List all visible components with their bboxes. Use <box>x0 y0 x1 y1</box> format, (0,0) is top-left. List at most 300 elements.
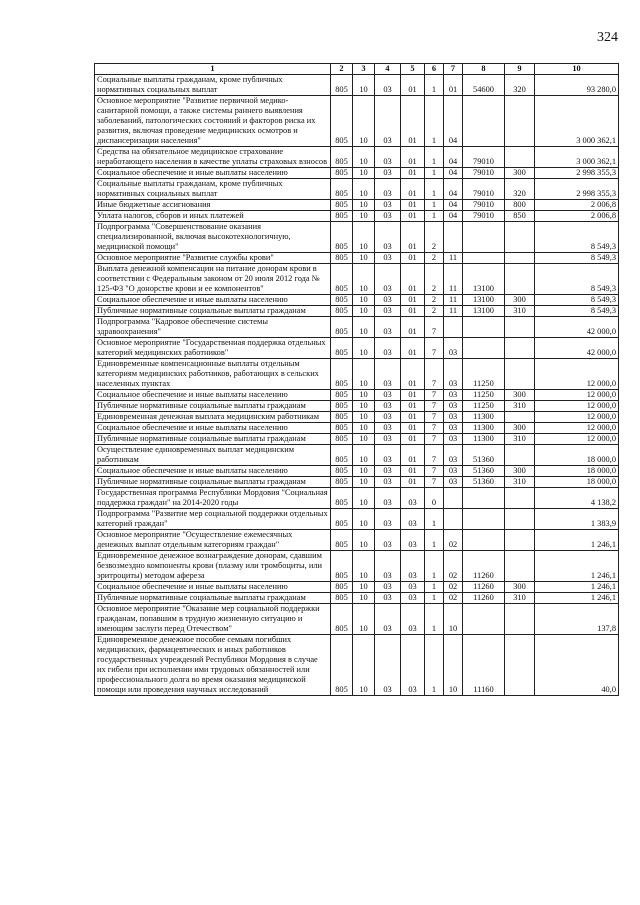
code-program-cell: 03 <box>401 604 425 635</box>
code-event-cell: 04 <box>444 211 463 222</box>
code-event-cell: 03 <box>444 390 463 401</box>
code-direction-cell: 11250 <box>463 401 505 412</box>
row-name-cell: Подпрограмма "Кадровое обеспечение системы здравоохранения" <box>95 317 331 338</box>
code-direction-cell <box>463 253 505 264</box>
column-header: 10 <box>535 64 619 75</box>
code-ministry-cell: 805 <box>331 466 353 477</box>
code-section-cell: 10 <box>353 253 375 264</box>
column-header: 2 <box>331 64 353 75</box>
code-expense-type-cell <box>505 530 535 551</box>
code-section-cell: 10 <box>353 317 375 338</box>
code-section-cell: 10 <box>353 551 375 582</box>
code-direction-cell: 11260 <box>463 551 505 582</box>
code-section-cell: 10 <box>353 412 375 423</box>
code-section-cell: 10 <box>353 635 375 696</box>
column-header: 4 <box>375 64 401 75</box>
row-name-cell: Публичные нормативные социальные выплаты гражданам <box>95 306 331 317</box>
code-section-cell: 10 <box>353 445 375 466</box>
table-row <box>95 551 619 582</box>
code-subsection-cell: 03 <box>375 317 401 338</box>
amount-cell: 2 006,8 <box>535 200 619 211</box>
row-name-cell: Подпрограмма "Развитие мер социальной поддержки отдельных категорий граждан" <box>95 509 331 530</box>
code-subprogram-cell: 7 <box>425 423 444 434</box>
table-row <box>95 211 619 222</box>
code-ministry-cell: 805 <box>331 96 353 147</box>
row-name-cell: Социальное обеспечение и иные выплаты населению <box>95 168 331 179</box>
row-name-cell: Публичные нормативные социальные выплаты гражданам <box>95 401 331 412</box>
table-row <box>95 530 619 551</box>
code-subsection-cell: 03 <box>375 75 401 96</box>
code-program-cell: 01 <box>401 295 425 306</box>
code-subprogram-cell: 1 <box>425 211 444 222</box>
code-event-cell: 03 <box>444 412 463 423</box>
code-direction-cell: 11260 <box>463 582 505 593</box>
column-header: 5 <box>401 64 425 75</box>
code-expense-type-cell <box>505 253 535 264</box>
code-section-cell: 10 <box>353 530 375 551</box>
code-direction-cell: 11160 <box>463 635 505 696</box>
code-event-cell: 03 <box>444 401 463 412</box>
table-row <box>95 635 619 696</box>
code-ministry-cell: 805 <box>331 211 353 222</box>
code-ministry-cell: 805 <box>331 338 353 359</box>
code-subprogram-cell: 1 <box>425 96 444 147</box>
code-subprogram-cell: 2 <box>425 295 444 306</box>
code-ministry-cell: 805 <box>331 306 353 317</box>
amount-cell: 12 000,0 <box>535 412 619 423</box>
column-header: 9 <box>505 64 535 75</box>
row-name-cell: Средства на обязательное медицинское страхование неработающего населения в качестве уплаты страховых взносов <box>95 147 331 168</box>
code-program-cell: 01 <box>401 75 425 96</box>
code-program-cell: 01 <box>401 390 425 401</box>
code-event-cell: 10 <box>444 604 463 635</box>
table-row <box>95 295 619 306</box>
code-direction-cell: 51360 <box>463 445 505 466</box>
code-section-cell: 10 <box>353 75 375 96</box>
code-event-cell: 03 <box>444 434 463 445</box>
code-subsection-cell: 03 <box>375 477 401 488</box>
row-name-cell: Социальное обеспечение и иные выплаты населению <box>95 582 331 593</box>
code-expense-type-cell <box>505 96 535 147</box>
code-ministry-cell: 805 <box>331 593 353 604</box>
code-expense-type-cell: 300 <box>505 582 535 593</box>
code-event-cell: 04 <box>444 96 463 147</box>
code-event-cell: 11 <box>444 295 463 306</box>
code-ministry-cell: 805 <box>331 200 353 211</box>
code-direction-cell: 11300 <box>463 434 505 445</box>
amount-cell: 93 280,0 <box>535 75 619 96</box>
code-section-cell: 10 <box>353 477 375 488</box>
amount-cell: 8 549,3 <box>535 222 619 253</box>
code-subsection-cell: 03 <box>375 390 401 401</box>
code-ministry-cell: 805 <box>331 179 353 200</box>
code-subprogram-cell: 1 <box>425 75 444 96</box>
code-ministry-cell: 805 <box>331 530 353 551</box>
code-subsection-cell: 03 <box>375 551 401 582</box>
code-direction-cell: 11300 <box>463 423 505 434</box>
code-program-cell: 01 <box>401 445 425 466</box>
code-ministry-cell: 805 <box>331 264 353 295</box>
code-subsection-cell: 03 <box>375 412 401 423</box>
column-header: 8 <box>463 64 505 75</box>
row-name-cell: Социальное обеспечение и иные выплаты населению <box>95 466 331 477</box>
row-name-cell: Основное мероприятие "Развитие службы крови" <box>95 253 331 264</box>
table-row <box>95 477 619 488</box>
code-subprogram-cell: 2 <box>425 264 444 295</box>
code-expense-type-cell <box>505 317 535 338</box>
code-direction-cell: 79010 <box>463 200 505 211</box>
code-subprogram-cell: 2 <box>425 222 444 253</box>
code-expense-type-cell <box>505 488 535 509</box>
amount-cell: 12 000,0 <box>535 401 619 412</box>
table-row <box>95 222 619 253</box>
code-program-cell: 03 <box>401 593 425 604</box>
code-event-cell: 10 <box>444 635 463 696</box>
code-expense-type-cell: 850 <box>505 211 535 222</box>
code-event-cell: 11 <box>444 264 463 295</box>
code-subprogram-cell: 1 <box>425 551 444 582</box>
code-section-cell: 10 <box>353 200 375 211</box>
code-expense-type-cell <box>505 338 535 359</box>
code-subprogram-cell: 7 <box>425 434 444 445</box>
code-expense-type-cell <box>505 445 535 466</box>
code-expense-type-cell: 300 <box>505 423 535 434</box>
table-header-row <box>95 64 619 75</box>
code-ministry-cell: 805 <box>331 604 353 635</box>
code-expense-type-cell <box>505 147 535 168</box>
code-program-cell: 01 <box>401 306 425 317</box>
code-section-cell: 10 <box>353 401 375 412</box>
row-name-cell: Государственная программа Республики Мордовия "Социальная поддержка граждан" на 2014-2020 годы <box>95 488 331 509</box>
code-subsection-cell: 03 <box>375 179 401 200</box>
code-ministry-cell: 805 <box>331 253 353 264</box>
table-row <box>95 412 619 423</box>
row-name-cell: Основное мероприятие "Оказание мер социальной поддержки гражданам, попавшим в трудную жизненную ситуацию и имеющим заслуги перед Отечеством" <box>95 604 331 635</box>
code-program-cell: 03 <box>401 509 425 530</box>
table-row <box>95 306 619 317</box>
code-program-cell: 03 <box>401 582 425 593</box>
code-subsection-cell: 03 <box>375 635 401 696</box>
code-program-cell: 01 <box>401 211 425 222</box>
code-subsection-cell: 03 <box>375 582 401 593</box>
amount-cell: 3 000 362,1 <box>535 147 619 168</box>
code-section-cell: 10 <box>353 264 375 295</box>
code-section-cell: 10 <box>353 168 375 179</box>
code-direction-cell <box>463 222 505 253</box>
table-row <box>95 359 619 390</box>
amount-cell: 12 000,0 <box>535 434 619 445</box>
amount-cell: 2 998 355,3 <box>535 179 619 200</box>
column-header: 1 <box>95 64 331 75</box>
code-ministry-cell: 805 <box>331 75 353 96</box>
code-subsection-cell: 03 <box>375 168 401 179</box>
code-expense-type-cell: 310 <box>505 434 535 445</box>
table-row <box>95 509 619 530</box>
row-name-cell: Основное мероприятие "Осуществление ежемесячных денежных выплат отдельным категориям граждан" <box>95 530 331 551</box>
code-direction-cell <box>463 338 505 359</box>
code-expense-type-cell: 300 <box>505 168 535 179</box>
table-row <box>95 401 619 412</box>
code-section-cell: 10 <box>353 211 375 222</box>
code-event-cell: 03 <box>444 423 463 434</box>
code-section-cell: 10 <box>353 306 375 317</box>
code-subsection-cell: 03 <box>375 147 401 168</box>
code-ministry-cell: 805 <box>331 168 353 179</box>
code-program-cell: 01 <box>401 434 425 445</box>
code-expense-type-cell <box>505 359 535 390</box>
code-section-cell: 10 <box>353 147 375 168</box>
code-subsection-cell: 03 <box>375 96 401 147</box>
row-name-cell: Единовременные компенсационные выплаты отдельным категориям медицинских работников, работающих в сельских населенных пунктах <box>95 359 331 390</box>
code-program-cell: 01 <box>401 147 425 168</box>
table-row <box>95 317 619 338</box>
code-ministry-cell: 805 <box>331 488 353 509</box>
code-subsection-cell: 03 <box>375 593 401 604</box>
code-subprogram-cell: 2 <box>425 253 444 264</box>
amount-cell: 12 000,0 <box>535 390 619 401</box>
code-program-cell: 01 <box>401 200 425 211</box>
amount-cell: 1 246,1 <box>535 593 619 604</box>
code-ministry-cell: 805 <box>331 359 353 390</box>
row-name-cell: Социальное обеспечение и иные выплаты населению <box>95 423 331 434</box>
code-subsection-cell: 03 <box>375 359 401 390</box>
code-program-cell: 03 <box>401 551 425 582</box>
row-name-cell: Социальное обеспечение и иные выплаты населению <box>95 390 331 401</box>
table-row <box>95 423 619 434</box>
code-expense-type-cell: 310 <box>505 593 535 604</box>
amount-cell: 18 000,0 <box>535 477 619 488</box>
code-section-cell: 10 <box>353 466 375 477</box>
code-subprogram-cell: 7 <box>425 445 444 466</box>
code-direction-cell: 51360 <box>463 477 505 488</box>
code-program-cell: 01 <box>401 253 425 264</box>
code-event-cell: 01 <box>444 75 463 96</box>
code-ministry-cell: 805 <box>331 423 353 434</box>
code-program-cell: 01 <box>401 96 425 147</box>
code-direction-cell: 13100 <box>463 295 505 306</box>
code-section-cell: 10 <box>353 582 375 593</box>
code-section-cell: 10 <box>353 179 375 200</box>
code-subprogram-cell: 7 <box>425 390 444 401</box>
code-direction-cell <box>463 509 505 530</box>
code-program-cell: 01 <box>401 264 425 295</box>
table-row <box>95 338 619 359</box>
code-subprogram-cell: 0 <box>425 488 444 509</box>
code-direction-cell: 79010 <box>463 211 505 222</box>
code-expense-type-cell <box>505 551 535 582</box>
row-name-cell: Основное мероприятие "Государственная поддержка отдельных категорий медицинских работников" <box>95 338 331 359</box>
code-expense-type-cell: 800 <box>505 200 535 211</box>
row-name-cell: Осуществление единовременных выплат медицинским работникам <box>95 445 331 466</box>
code-subsection-cell: 03 <box>375 253 401 264</box>
row-name-cell: Единовременное денежное вознаграждение донорам, сдавшим безвозмездно компоненты крови (плазму или тромбоциты, или эритроциты) методом афереза <box>95 551 331 582</box>
code-subprogram-cell: 1 <box>425 635 444 696</box>
amount-cell: 1 383,9 <box>535 509 619 530</box>
amount-cell: 8 549,3 <box>535 264 619 295</box>
row-name-cell: Социальные выплаты гражданам, кроме публичных нормативных социальных выплат <box>95 75 331 96</box>
code-direction-cell: 79010 <box>463 168 505 179</box>
code-event-cell <box>444 488 463 509</box>
code-program-cell: 01 <box>401 412 425 423</box>
code-subprogram-cell: 7 <box>425 477 444 488</box>
amount-cell: 1 246,1 <box>535 582 619 593</box>
code-subprogram-cell: 7 <box>425 401 444 412</box>
code-direction-cell <box>463 96 505 147</box>
code-event-cell <box>444 509 463 530</box>
code-program-cell: 01 <box>401 222 425 253</box>
code-subsection-cell: 03 <box>375 530 401 551</box>
code-expense-type-cell <box>505 635 535 696</box>
code-direction-cell: 13100 <box>463 306 505 317</box>
column-header: 3 <box>353 64 375 75</box>
code-event-cell: 04 <box>444 147 463 168</box>
code-program-cell: 03 <box>401 635 425 696</box>
code-event-cell <box>444 222 463 253</box>
amount-cell: 42 000,0 <box>535 317 619 338</box>
code-event-cell: 03 <box>444 466 463 477</box>
table-row <box>95 434 619 445</box>
column-header: 7 <box>444 64 463 75</box>
table-row <box>95 390 619 401</box>
code-subsection-cell: 03 <box>375 306 401 317</box>
code-expense-type-cell: 320 <box>505 75 535 96</box>
code-event-cell: 11 <box>444 253 463 264</box>
code-subsection-cell: 03 <box>375 466 401 477</box>
row-name-cell: Социальное обеспечение и иные выплаты населению <box>95 295 331 306</box>
code-subsection-cell: 03 <box>375 604 401 635</box>
amount-cell: 12 000,0 <box>535 359 619 390</box>
code-section-cell: 10 <box>353 359 375 390</box>
code-direction-cell: 51360 <box>463 466 505 477</box>
row-name-cell: Основное мероприятие "Развитие первичной медико-санитарной помощи, а также системы раннего выявления заболеваний, патологических состояний и факторов риска их развития, включая проведение медицинских осмотров и диспансеризации населения" <box>95 96 331 147</box>
table-row <box>95 168 619 179</box>
code-program-cell: 01 <box>401 359 425 390</box>
table-row <box>95 466 619 477</box>
code-event-cell: 02 <box>444 582 463 593</box>
code-subprogram-cell: 1 <box>425 509 444 530</box>
budget-table <box>94 63 619 696</box>
code-section-cell: 10 <box>353 604 375 635</box>
code-subsection-cell: 03 <box>375 401 401 412</box>
row-name-cell: Выплата денежной компенсации на питание донорам крови в соответствии с Федеральным законом от 20 июля 2012 года № 125-ФЗ "О донорстве крови и ее компонентов" <box>95 264 331 295</box>
code-section-cell: 10 <box>353 423 375 434</box>
code-event-cell: 04 <box>444 200 463 211</box>
table-row <box>95 253 619 264</box>
code-program-cell: 03 <box>401 488 425 509</box>
code-subsection-cell: 03 <box>375 488 401 509</box>
code-subsection-cell: 03 <box>375 222 401 253</box>
code-expense-type-cell: 300 <box>505 390 535 401</box>
code-expense-type-cell: 300 <box>505 466 535 477</box>
code-program-cell: 01 <box>401 338 425 359</box>
code-subsection-cell: 03 <box>375 200 401 211</box>
code-section-cell: 10 <box>353 593 375 604</box>
code-event-cell: 02 <box>444 530 463 551</box>
code-direction-cell <box>463 604 505 635</box>
code-expense-type-cell <box>505 222 535 253</box>
code-ministry-cell: 805 <box>331 295 353 306</box>
code-expense-type-cell <box>505 509 535 530</box>
code-section-cell: 10 <box>353 488 375 509</box>
code-ministry-cell: 805 <box>331 222 353 253</box>
table-row <box>95 582 619 593</box>
code-ministry-cell: 805 <box>331 147 353 168</box>
code-direction-cell: 13100 <box>463 264 505 295</box>
code-section-cell: 10 <box>353 434 375 445</box>
code-section-cell: 10 <box>353 390 375 401</box>
table-row <box>95 179 619 200</box>
code-expense-type-cell: 310 <box>505 306 535 317</box>
amount-cell: 1 246,1 <box>535 530 619 551</box>
code-direction-cell <box>463 530 505 551</box>
amount-cell: 2 006,8 <box>535 211 619 222</box>
code-expense-type-cell <box>505 412 535 423</box>
row-name-cell: Публичные нормативные социальные выплаты гражданам <box>95 593 331 604</box>
code-subprogram-cell: 7 <box>425 359 444 390</box>
code-ministry-cell: 805 <box>331 390 353 401</box>
amount-cell: 8 549,3 <box>535 306 619 317</box>
code-event-cell <box>444 317 463 338</box>
code-expense-type-cell: 310 <box>505 477 535 488</box>
table-row <box>95 445 619 466</box>
row-name-cell: Публичные нормативные социальные выплаты гражданам <box>95 434 331 445</box>
code-subprogram-cell: 1 <box>425 179 444 200</box>
code-section-cell: 10 <box>353 222 375 253</box>
table-row <box>95 604 619 635</box>
code-event-cell: 03 <box>444 338 463 359</box>
code-expense-type-cell: 300 <box>505 295 535 306</box>
table-row <box>95 75 619 96</box>
code-section-cell: 10 <box>353 509 375 530</box>
amount-cell: 42 000,0 <box>535 338 619 359</box>
code-event-cell: 02 <box>444 593 463 604</box>
code-program-cell: 01 <box>401 401 425 412</box>
code-ministry-cell: 805 <box>331 317 353 338</box>
code-section-cell: 10 <box>353 96 375 147</box>
code-ministry-cell: 805 <box>331 434 353 445</box>
code-subprogram-cell: 1 <box>425 147 444 168</box>
table-row <box>95 147 619 168</box>
code-subsection-cell: 03 <box>375 295 401 306</box>
code-subprogram-cell: 1 <box>425 168 444 179</box>
table-row <box>95 200 619 211</box>
column-header: 6 <box>425 64 444 75</box>
code-direction-cell: 79010 <box>463 179 505 200</box>
code-program-cell: 01 <box>401 423 425 434</box>
code-subsection-cell: 03 <box>375 423 401 434</box>
amount-cell: 8 549,3 <box>535 253 619 264</box>
code-ministry-cell: 805 <box>331 445 353 466</box>
code-direction-cell: 11250 <box>463 359 505 390</box>
code-subsection-cell: 03 <box>375 264 401 295</box>
code-subprogram-cell: 7 <box>425 338 444 359</box>
amount-cell: 2 998 355,3 <box>535 168 619 179</box>
code-program-cell: 01 <box>401 168 425 179</box>
amount-cell: 1 246,1 <box>535 551 619 582</box>
code-subprogram-cell: 7 <box>425 466 444 477</box>
code-subprogram-cell: 1 <box>425 530 444 551</box>
code-subprogram-cell: 1 <box>425 200 444 211</box>
amount-cell: 4 138,2 <box>535 488 619 509</box>
code-direction-cell: 11260 <box>463 593 505 604</box>
code-ministry-cell: 805 <box>331 635 353 696</box>
code-expense-type-cell <box>505 264 535 295</box>
code-subprogram-cell: 7 <box>425 317 444 338</box>
code-ministry-cell: 805 <box>331 401 353 412</box>
code-expense-type-cell: 320 <box>505 179 535 200</box>
code-event-cell: 02 <box>444 551 463 582</box>
code-section-cell: 10 <box>353 338 375 359</box>
